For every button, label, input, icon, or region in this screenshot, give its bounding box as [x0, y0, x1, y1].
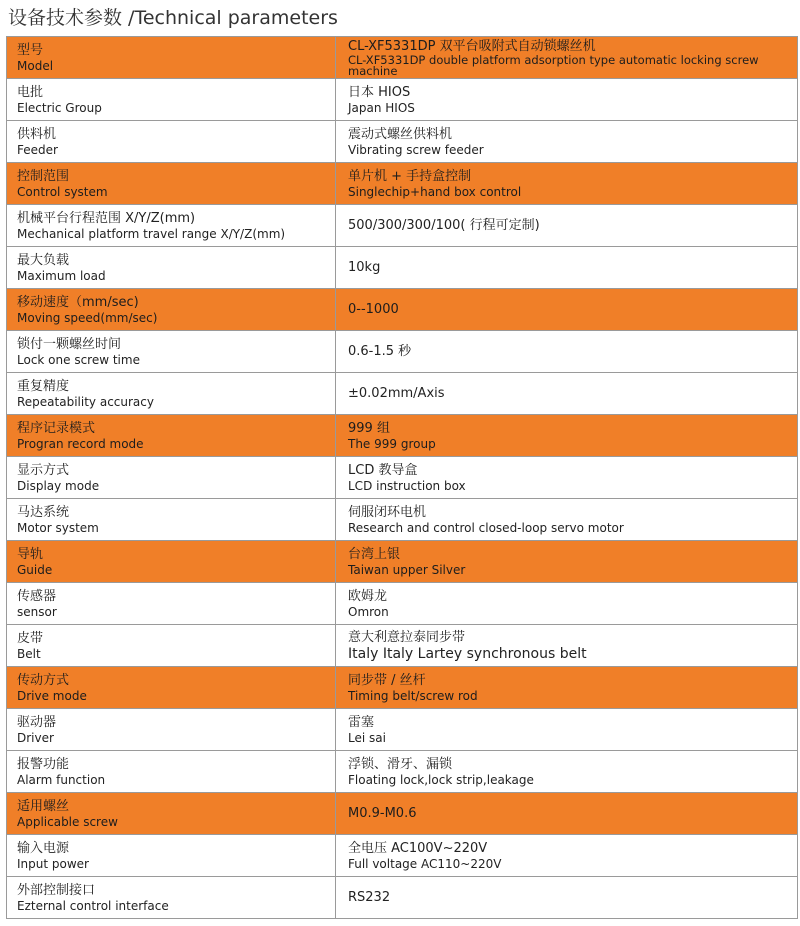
spec-label-cell [7, 667, 336, 709]
spec-value-cell [336, 541, 798, 583]
spec-value-cn: 日本 HIOS [348, 84, 411, 100]
spec-label-cn: 马达系统 [17, 504, 70, 520]
spec-value-cn: 欧姆龙 [348, 588, 388, 604]
spec-value-cn: 浮锁、滑牙、漏锁 [348, 756, 453, 772]
spec-label-en: Guide [17, 562, 53, 577]
spec-value-cell [336, 415, 798, 457]
spec-value-cell [336, 373, 798, 415]
spec-value-cell [336, 709, 798, 751]
spec-value-cell [336, 331, 798, 373]
spec-label-cell [7, 583, 336, 625]
spec-row-alarm-function [7, 751, 798, 793]
spec-value-cn: 单片机 + 手持盒控制 [348, 168, 472, 184]
spec-row-driver [7, 709, 798, 751]
spec-label-cell [7, 415, 336, 457]
spec-row-motor-system [7, 499, 798, 541]
spec-label-cell [7, 793, 336, 835]
spec-row-repeatability [7, 373, 798, 415]
spec-label-cell [7, 835, 336, 877]
spec-value-en: Research and control closed-loop servo motor [348, 520, 624, 535]
spec-value-cell [336, 37, 798, 79]
spec-value: 10kg [348, 259, 381, 275]
spec-value-cell [336, 121, 798, 163]
spec-row-sensor [7, 583, 798, 625]
spec-label-cn: 程序记录模式 [17, 420, 96, 436]
spec-row-guide [7, 541, 798, 583]
spec-label-cn: 输入电源 [17, 840, 70, 856]
spec-label-cn: 控制范围 [17, 168, 70, 184]
spec-value-cell [336, 79, 798, 121]
spec-row-lock-time [7, 331, 798, 373]
spec-value-en: Timing belt/screw rod [348, 688, 478, 703]
spec-row-model [7, 37, 798, 79]
spec-value-cn: 震动式螺丝供料机 [348, 126, 453, 142]
spec-label-cell [7, 541, 336, 583]
spec-label-cell [7, 79, 336, 121]
spec-value-cn: 同步带 / 丝杆 [348, 672, 426, 688]
spec-label-cn: 移动速度（mm/sec) [17, 294, 139, 310]
spec-label-en: Ezternal control interface [17, 898, 169, 913]
spec-label-cn: 机械平台行程范围 X/Y/Z(mm) [17, 210, 196, 226]
spec-value: RS232 [348, 889, 391, 905]
spec-row-record-mode [7, 415, 798, 457]
spec-value-cn: 全电压 AC100V~220V [348, 840, 488, 856]
spec-label-cn: 皮带 [17, 630, 44, 646]
spec-label-cell [7, 331, 336, 373]
spec-value: 0--1000 [348, 301, 399, 317]
spec-value-cell [336, 163, 798, 205]
spec-value-en: Lei sai [348, 730, 386, 745]
spec-label-en: Control system [17, 184, 108, 199]
spec-label-en: Drive mode [17, 688, 87, 703]
spec-row-electric-group [7, 79, 798, 121]
spec-value-cell [336, 499, 798, 541]
spec-value-en: Omron [348, 604, 389, 619]
spec-label-en: Alarm function [17, 772, 106, 787]
spec-row-feeder [7, 121, 798, 163]
spec-label-cell [7, 457, 336, 499]
spec-label-cell [7, 751, 336, 793]
spec-value-en: CL-XF5331DP double platform adsorption type automatic locking screw machine [348, 52, 759, 78]
spec-value-en: Vibrating screw feeder [348, 142, 484, 157]
spec-label-en: Moving speed(mm/sec) [17, 310, 158, 325]
spec-value: 500/300/300/100( 行程可定制) [348, 217, 540, 233]
spec-label-cn: 电批 [17, 84, 44, 100]
spec-value-cn: 雷塞 [348, 714, 375, 730]
spec-row-display-mode [7, 457, 798, 499]
spec-value-cn: 伺服闭环电机 [348, 504, 427, 520]
spec-label-cn: 重复精度 [17, 378, 70, 394]
spec-label-en: Motor system [17, 520, 99, 535]
spec-label-cell [7, 247, 336, 289]
spec-label-en: Belt [17, 646, 41, 661]
spec-label-cell [7, 709, 336, 751]
specifications-table [6, 36, 798, 919]
spec-value: 0.6-1.5 秒 [348, 343, 412, 359]
spec-value-en: Taiwan upper Silver [348, 562, 466, 577]
spec-value-en: Singlechip+hand box control [348, 184, 522, 199]
spec-label-en: sensor [17, 604, 57, 619]
spec-value-cell [336, 793, 798, 835]
page-title: 设备技术参数 /Technical parameters [8, 7, 338, 29]
spec-label-en: Maximum load [17, 268, 106, 283]
spec-value-cell [336, 667, 798, 709]
spec-label-cell [7, 205, 336, 247]
spec-label-en: Feeder [17, 142, 58, 157]
spec-value: M0.9-M0.6 [348, 805, 417, 821]
spec-label-cn: 型号 [17, 42, 44, 58]
spec-row-external-interface [7, 877, 798, 919]
spec-value-en: Italy Italy Lartey synchronous belt [348, 645, 587, 662]
spec-label-en: Mechanical platform travel range X/Y/Z(mm) [17, 226, 286, 241]
spec-label-cn: 传动方式 [17, 672, 70, 688]
spec-label-cell [7, 499, 336, 541]
spec-label-en: Progran record mode [17, 436, 144, 451]
spec-value-cell [336, 583, 798, 625]
spec-value-en: Floating lock,lock strip,leakage [348, 772, 534, 787]
spec-label-cell [7, 121, 336, 163]
spec-label-cn: 供料机 [17, 126, 57, 142]
spec-row-maximum-load [7, 247, 798, 289]
spec-value-cell [336, 247, 798, 289]
spec-label-en: Electric Group [17, 100, 102, 115]
spec-value-en: LCD instruction box [348, 478, 466, 493]
spec-value-cell [336, 289, 798, 331]
spec-label-cell [7, 373, 336, 415]
spec-label-cn: 驱动器 [17, 714, 57, 730]
spec-value-cell [336, 751, 798, 793]
spec-label-en: Applicable screw [17, 814, 118, 829]
spec-label-cn: 显示方式 [17, 462, 70, 478]
spec-value-en: Full voltage AC110~220V [348, 856, 502, 871]
spec-row-input-power [7, 835, 798, 877]
spec-value-cell [336, 457, 798, 499]
spec-label-cn: 外部控制接口 [17, 882, 96, 898]
spec-label-cn: 锁付一颗螺丝时间 [17, 336, 122, 352]
spec-value-cell [336, 205, 798, 247]
spec-value-cn: 意大利意拉泰同步带 [348, 629, 466, 645]
spec-label-en: Display mode [17, 478, 100, 493]
spec-row-applicable-screw [7, 793, 798, 835]
spec-label-en: Repeatability accuracy [17, 394, 154, 409]
spec-value-cn: LCD 教导盒 [348, 462, 418, 478]
spec-value-cn: 999 组 [348, 420, 390, 436]
spec-value-cn: CL-XF5331DP 双平台吸附式自动锁螺丝机 [348, 38, 596, 54]
spec-label-cn: 最大负载 [17, 252, 70, 268]
spec-label-cn: 传感器 [17, 588, 57, 604]
spec-label-cell [7, 877, 336, 919]
spec-row-drive-mode [7, 667, 798, 709]
spec-label-cell [7, 163, 336, 205]
spec-label-en: Model [17, 58, 54, 73]
spec-row-moving-speed [7, 289, 798, 331]
spec-value-cell [336, 877, 798, 919]
spec-value-cn: 台湾上银 [348, 546, 401, 562]
spec-row-control-system [7, 163, 798, 205]
spec-value-en: The 999 group [348, 436, 436, 451]
spec-value: ±0.02mm/Axis [348, 385, 445, 401]
spec-label-cell [7, 289, 336, 331]
spec-row-belt [7, 625, 798, 667]
spec-label-cell [7, 37, 336, 79]
spec-label-cn: 导轨 [17, 546, 44, 562]
spec-value-en: Japan HIOS [348, 100, 415, 115]
spec-label-en: Lock one screw time [17, 352, 140, 367]
spec-row-travel-range [7, 205, 798, 247]
spec-label-cn: 报警功能 [17, 756, 70, 772]
spec-label-cell [7, 625, 336, 667]
spec-value-cell [336, 625, 798, 667]
spec-label-en: Driver [17, 730, 54, 745]
spec-label-en: Input power [17, 856, 89, 871]
spec-value-cell [336, 835, 798, 877]
spec-label-cn: 适用螺丝 [17, 798, 70, 814]
